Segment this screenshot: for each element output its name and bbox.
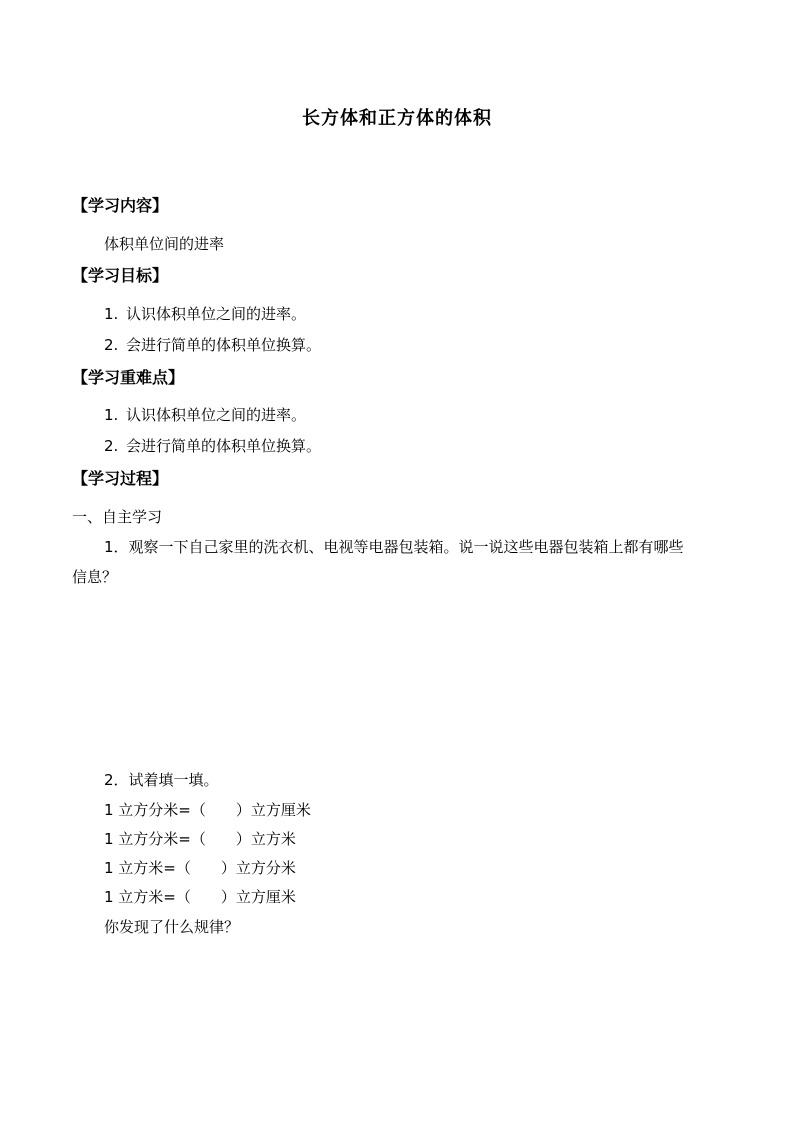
pattern-question: 你发现了什么规律？ [104, 918, 240, 936]
fill-blank-row [104, 828, 296, 849]
goal-item [104, 303, 306, 324]
fill-blank-left: 1 立方分米=（ [104, 830, 206, 848]
keypoint-item-text: 认识体积单位之间的进率。 [126, 406, 307, 424]
fill-blank-right: ）立方米 [235, 830, 296, 848]
section-heading-goals: 【学习目标】 [72, 266, 169, 285]
keypoint-item-number: 1. [104, 406, 119, 424]
goal-item-number: 2. [104, 336, 119, 354]
fill-blank-right: ）立方厘米 [235, 801, 311, 819]
question-2-title: 2．试着填一填。 [104, 771, 219, 789]
section-heading-keypoints: 【学习重难点】 [72, 368, 185, 387]
goal-item [104, 334, 321, 355]
keypoint-item [104, 435, 321, 456]
document-title: 长方体和正方体的体积 [302, 108, 492, 129]
fill-blank-row [104, 886, 296, 907]
goal-item-text: 认识体积单位之间的进率。 [126, 305, 307, 323]
part1-title: 一、自主学习 [72, 508, 163, 526]
content-text: 体积单位间的进率 [104, 235, 225, 253]
section-heading-process: 【学习过程】 [72, 469, 169, 488]
fill-blank-row [104, 799, 311, 820]
fill-blank-left: 1 立方米=（ [104, 888, 191, 906]
section-heading-content: 【学习内容】 [72, 196, 169, 215]
goal-item-text: 会进行简单的体积单位换算。 [126, 336, 322, 354]
keypoint-item-text: 会进行简单的体积单位换算。 [126, 437, 322, 455]
fill-blank-right: ）立方厘米 [220, 888, 296, 906]
keypoint-item-number: 2. [104, 437, 119, 455]
keypoint-item [104, 404, 306, 425]
question-1-line-1: 1．观察一下自己家里的洗衣机、电视等电器包装箱。说一说这些电器包装箱上都有哪些 [104, 538, 684, 556]
fill-blank-left: 1 立方分米=（ [104, 801, 206, 819]
fill-blank-left: 1 立方米=（ [104, 859, 191, 877]
fill-blank-row [104, 857, 296, 878]
fill-blank-right: ）立方分米 [220, 859, 296, 877]
question-1-line-2: 信息？ [72, 568, 118, 586]
goal-item-number: 1. [104, 305, 119, 323]
